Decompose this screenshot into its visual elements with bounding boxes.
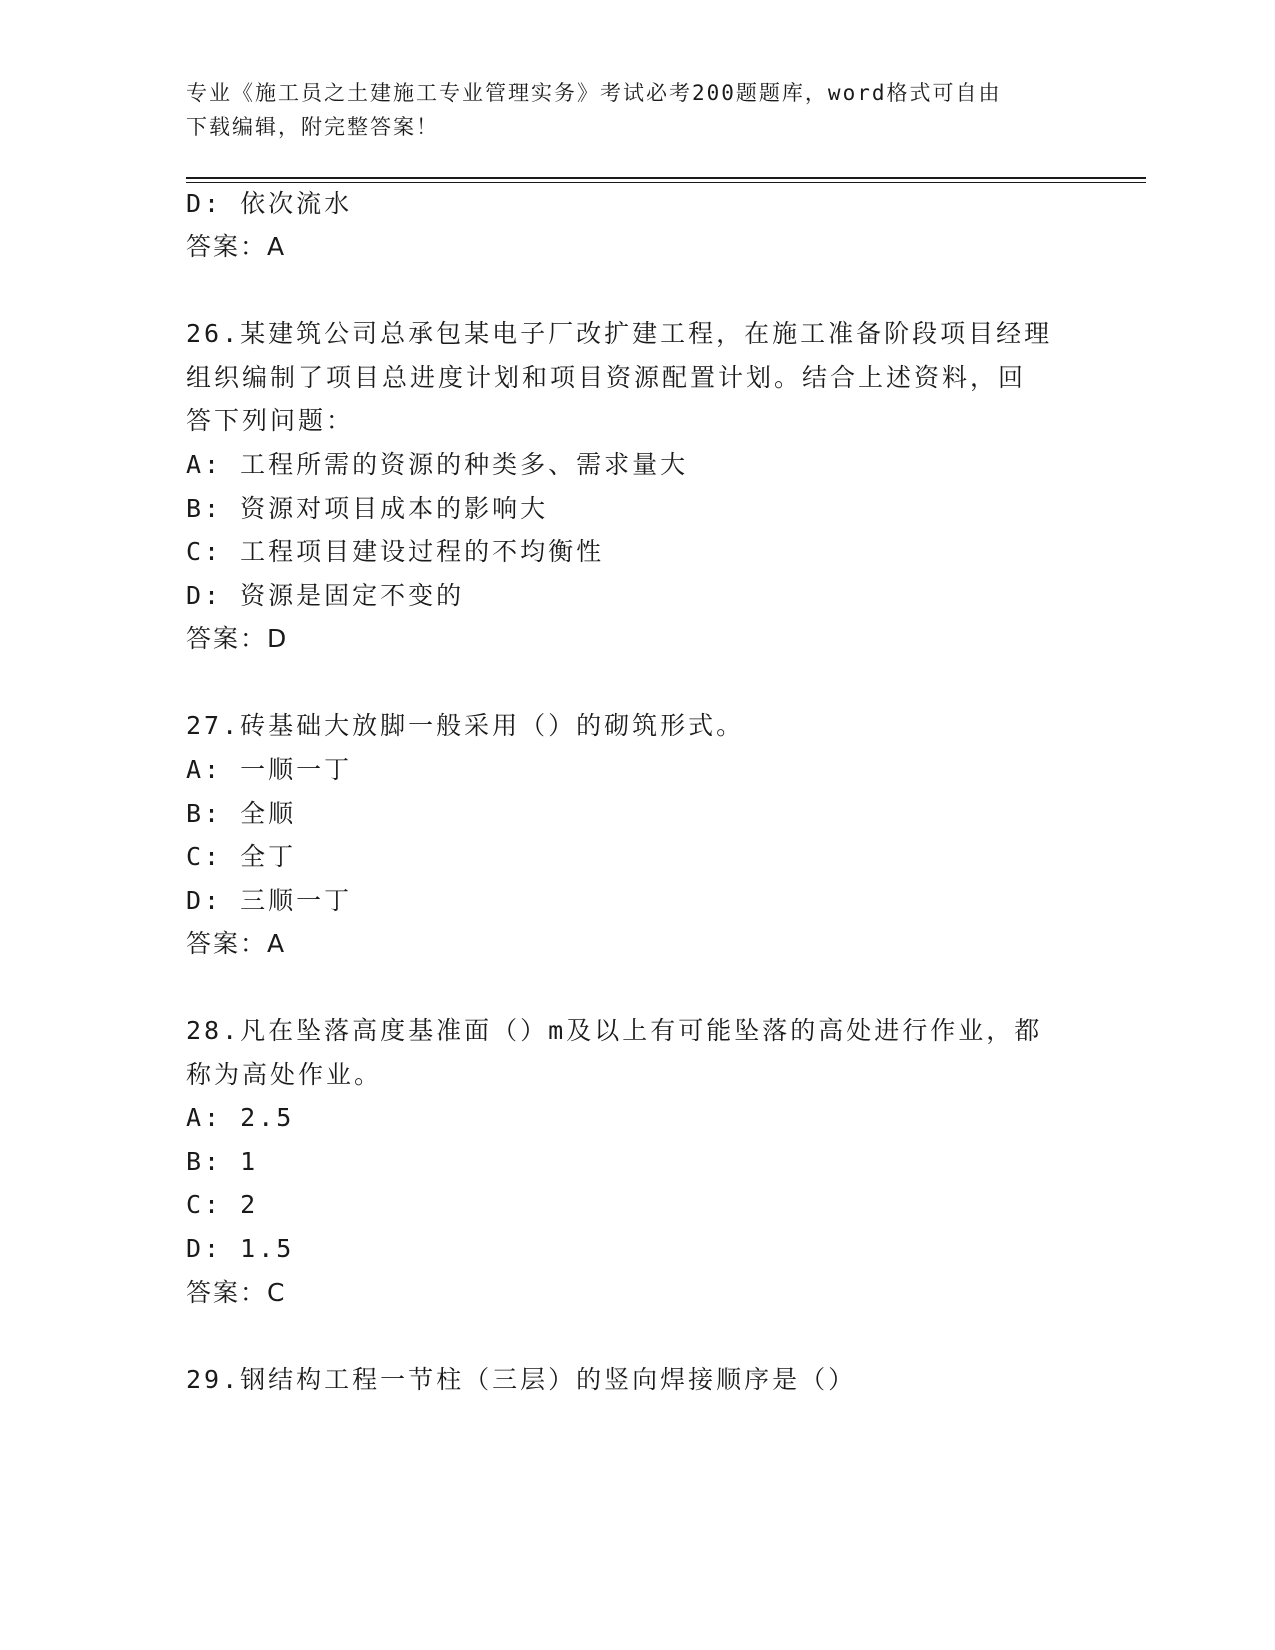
q28-answer: 答案：C bbox=[186, 1278, 287, 1307]
q28-option-a: A: 2.5 bbox=[186, 1103, 295, 1132]
q27-option-d: D: 三顺一丁 bbox=[186, 886, 353, 915]
prev-option-d: D: 依次流水 bbox=[186, 189, 353, 218]
header-line-1: 专业《施工员之土建施工专业管理实务》考试必考200题题库，word格式可自由 bbox=[186, 81, 1002, 105]
q28-stem-line-2: 称为高处作业。 bbox=[186, 1060, 383, 1089]
q27-option-c: C: 全丁 bbox=[186, 842, 297, 871]
q27-option-b: B: 全顺 bbox=[186, 799, 297, 828]
q26-answer: 答案：D bbox=[186, 624, 289, 653]
q26-stem-line-3: 答下列问题： bbox=[186, 406, 355, 435]
header-divider-thick bbox=[186, 177, 1146, 179]
header-line-2: 下载编辑，附完整答案！ bbox=[186, 115, 439, 139]
q26-stem-line-1: 26.某建筑公司总承包某电子厂改扩建工程，在施工准备阶段项目经理 bbox=[186, 319, 1053, 348]
prev-answer: 答案：A bbox=[186, 232, 287, 261]
q27-stem-line-1: 27.砖基础大放脚一般采用（）的砌筑形式。 bbox=[186, 711, 745, 740]
q28-stem-line-1: 28.凡在坠落高度基准面（）m及以上有可能坠落的高处进行作业，都 bbox=[186, 1016, 1043, 1045]
q28-option-d: D: 1.5 bbox=[186, 1234, 295, 1263]
q27-answer: 答案：A bbox=[186, 929, 287, 958]
q26-option-d: D: 资源是固定不变的 bbox=[186, 581, 465, 610]
q26-option-c: C: 工程项目建设过程的不均衡性 bbox=[186, 537, 605, 566]
q26-option-a: A: 工程所需的资源的种类多、需求量大 bbox=[186, 450, 689, 479]
q26-option-b: B: 资源对项目成本的影响大 bbox=[186, 494, 549, 523]
q26-stem-line-2: 组织编制了项目总进度计划和项目资源配置计划。结合上述资料，回 bbox=[186, 363, 1027, 392]
header-divider-thin bbox=[186, 182, 1146, 183]
q29-stem-line-1: 29.钢结构工程一节柱（三层）的竖向焊接顺序是（） bbox=[186, 1365, 857, 1394]
page-header bbox=[186, 76, 1066, 144]
q28-option-b: B: 1 bbox=[186, 1147, 259, 1176]
q27-option-a: A: 一顺一丁 bbox=[186, 755, 353, 784]
q28-option-c: C: 2 bbox=[186, 1190, 259, 1219]
